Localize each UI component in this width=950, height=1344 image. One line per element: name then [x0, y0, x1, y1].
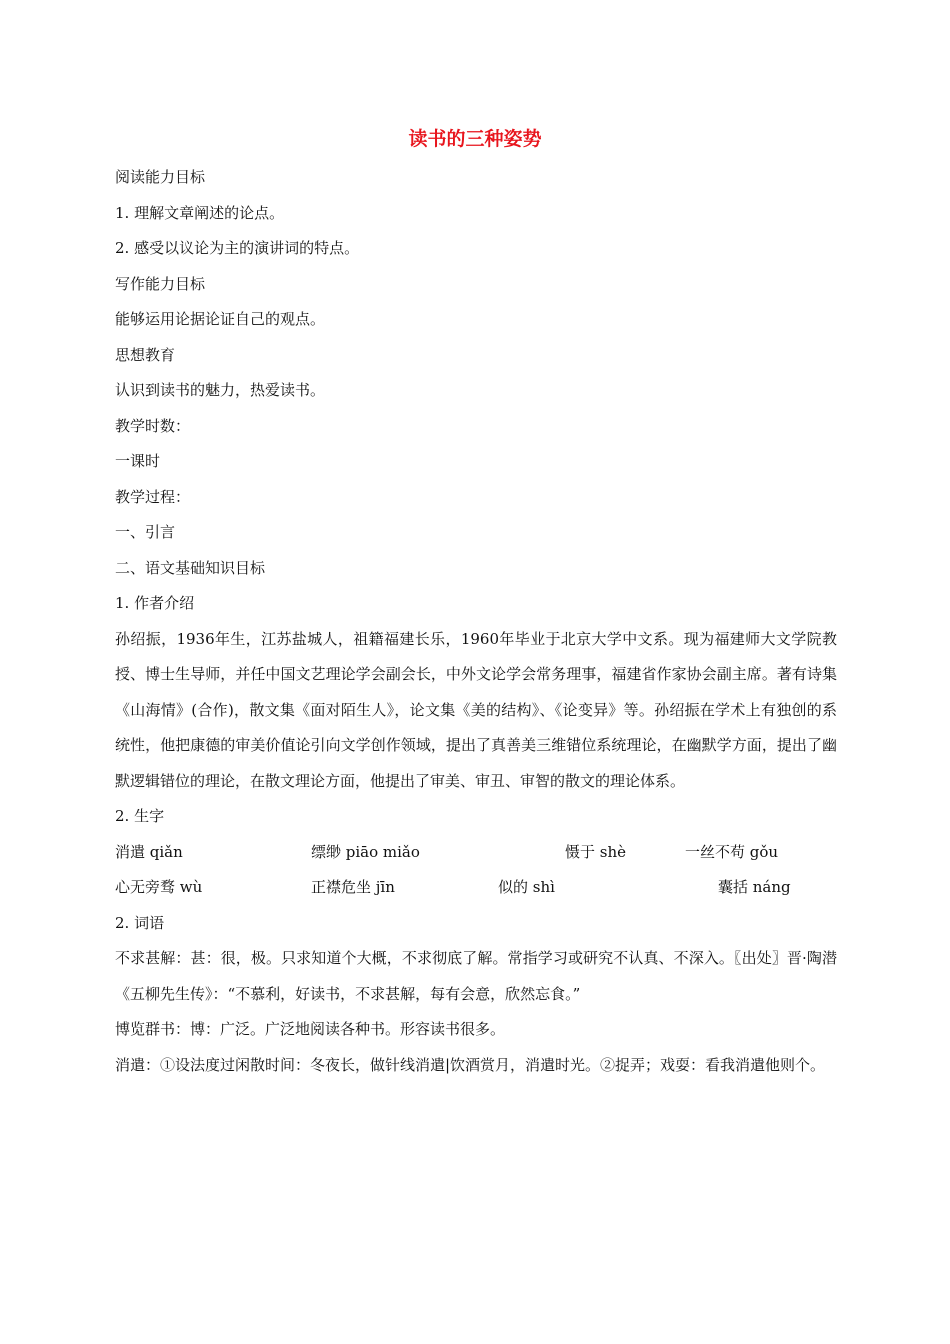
new-characters-heading: 2. 生字 — [115, 807, 165, 825]
author-intro-heading: 1. 作者介绍 — [115, 594, 195, 612]
char-entry: 似的 shì — [498, 878, 555, 896]
char-entry: 缥缈 piāo miǎo — [311, 842, 420, 861]
document-body — [115, 160, 837, 1083]
vocabulary-entry-bo-lan-qun-shu: 博览群书：博：广泛。广泛地阅读各种书。形容读书很多。 — [115, 1020, 506, 1038]
step-introduction: 一、引言 — [115, 523, 176, 541]
char-entry: 消遣 qiǎn — [115, 842, 183, 861]
document-title: 读书的三种姿势 — [408, 128, 542, 150]
step-basic-knowledge: 二、语文基础知识目标 — [115, 558, 266, 577]
section-heading-writing-goals: 写作能力目标 — [115, 274, 206, 293]
author-paragraph: 孙绍振，1936年生，江苏盐城人，祖籍福建长乐，1960年毕业于北京大学中文系。现为福建师大文学院教授、博士生导师，并任中国文艺理论学会副会长，中外文论学会常务理事，福建省作家协会副主席。著有诗集《山海情》(合作)，散文集《面对陌生人》，论文集《美的结构》、《论变异》等。孙绍振在学术上有独创的系统性，他把康德的审美价值论引向文学创作领域，提出了真善美三维错位系统理论，在幽默学方面，提出了幽默逻辑错位的理论，在散文理论方面，他提出了审美、审丑、审智的散文的理论体系。 — [115, 629, 837, 790]
writing-goal-text: 能够运用论据论证自己的观点。 — [115, 310, 326, 328]
moral-education-text: 认识到读书的魅力，热爱读书。 — [115, 381, 326, 399]
new-characters-row-2 — [115, 870, 837, 906]
teaching-hours-value: 一课时 — [115, 452, 161, 470]
goal-item-2: 2. 感受以议论为主的演讲词的特点。 — [115, 239, 360, 257]
char-entry: 一丝不苟 gǒu — [685, 842, 779, 861]
char-entry: 心无旁骛 wù — [115, 878, 203, 896]
teaching-process-label: 教学过程： — [115, 487, 191, 506]
goal-item-1: 1. 理解文章阐述的论点。 — [115, 203, 285, 222]
char-entry: 慑于 shè — [565, 842, 627, 861]
char-entry: 囊括 náng — [718, 878, 791, 896]
section-heading-reading-goals: 阅读能力目标 — [115, 168, 206, 186]
char-entry: 正襟危坐 jīn — [311, 878, 395, 896]
vocabulary-heading: 2. 词语 — [115, 913, 165, 932]
teaching-hours-label: 教学时数： — [115, 416, 191, 435]
section-heading-moral-education: 思想教育 — [115, 345, 176, 364]
vocabulary-entry-bu-qiu-shen-jie: 不求甚解：甚：很，极。只求知道个大概，不求彻底了解。常指学习或研究不认真、不深入。〖出处〗晋·陶潜《五柳先生传》：“不慕利，好读书，不求甚解，每有会意，欣然忘食。” — [115, 949, 837, 1003]
new-characters-row-1 — [115, 835, 837, 871]
vocabulary-entry-xiao-qian: 消遣：①设法度过闲散时间：冬夜长，做针线消遣|饮酒赏月，消遣时光。②捉弄；戏耍：看我消遣他则个。 — [115, 1055, 826, 1074]
